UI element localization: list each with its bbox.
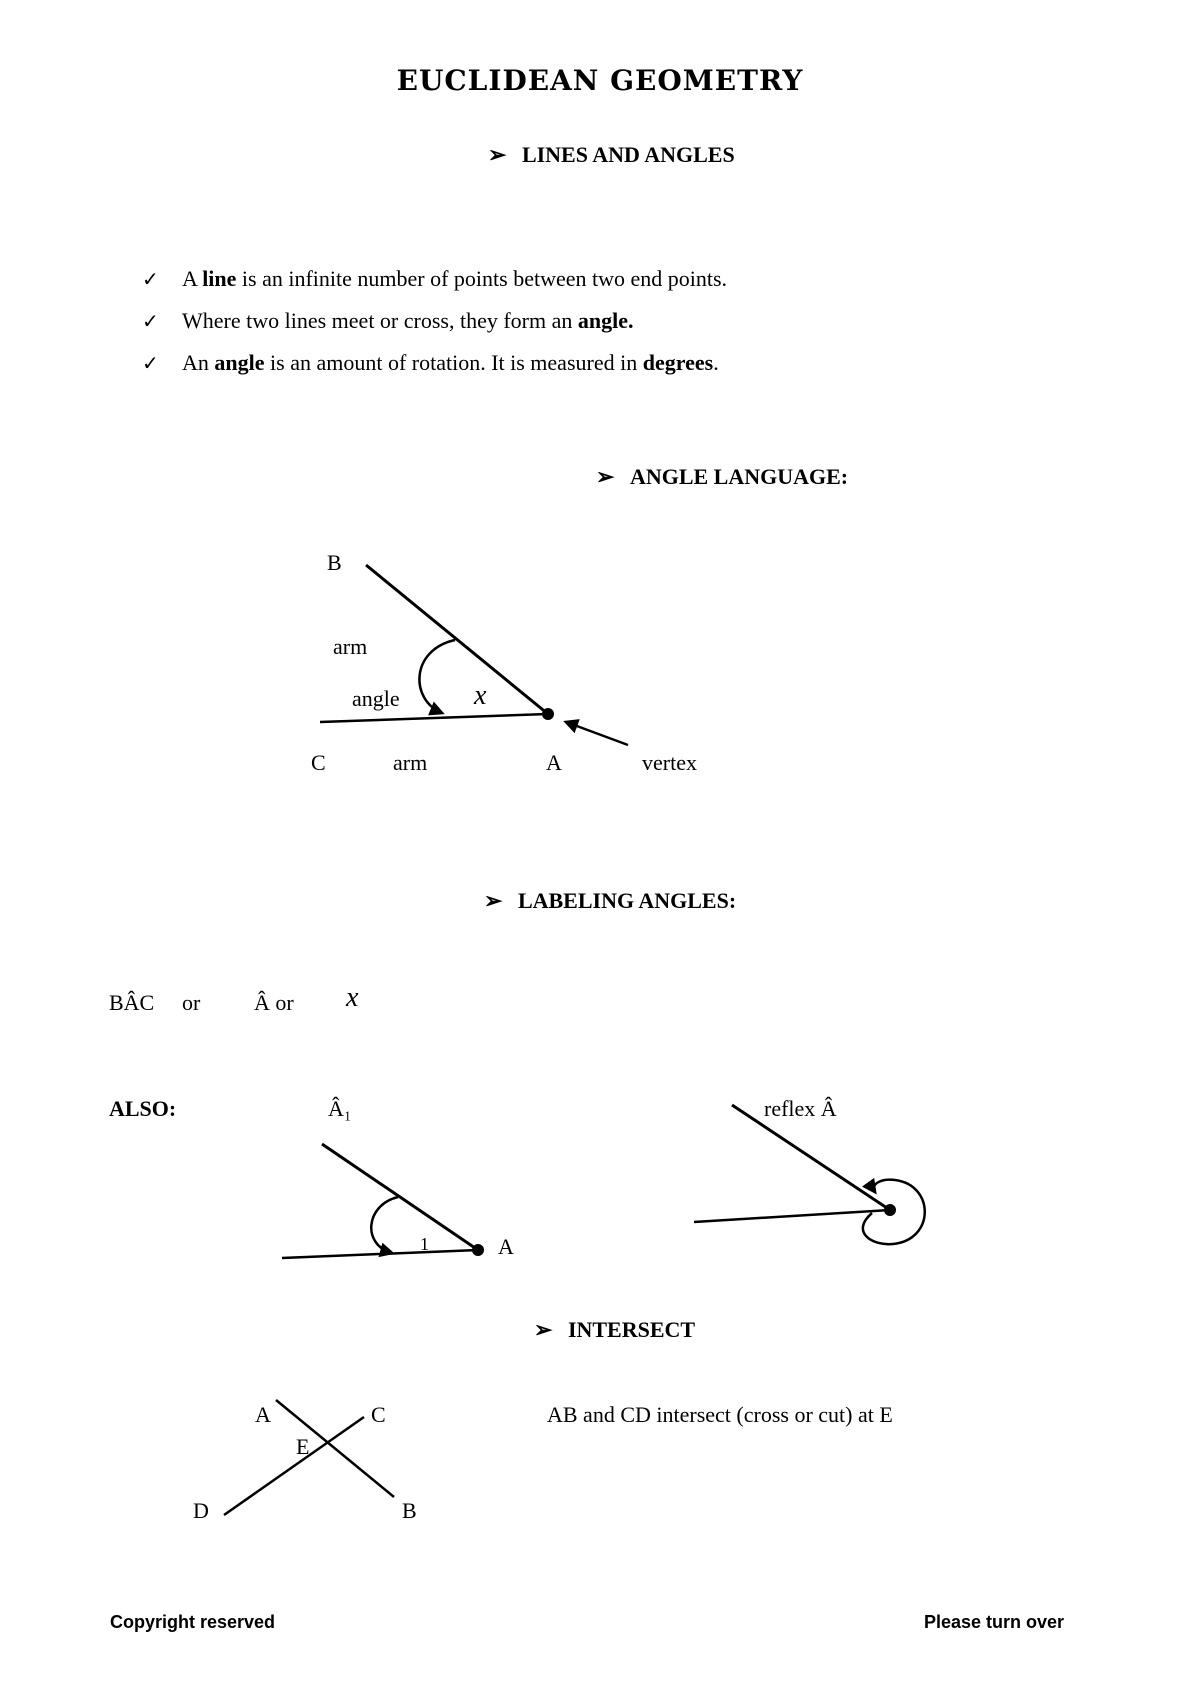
footer-copyright: Copyright reserved bbox=[110, 1612, 276, 1632]
label-reflex-a: reflex Â bbox=[764, 1096, 837, 1121]
vertex-dot bbox=[542, 708, 554, 720]
check-icon: ✓ bbox=[142, 351, 159, 375]
label-point-a: A bbox=[546, 750, 562, 775]
notation-or: or bbox=[182, 990, 201, 1015]
heading-arrow-icon: ➢ bbox=[484, 888, 503, 913]
bold-term: angle. bbox=[577, 308, 634, 333]
heading-arrow-icon: ➢ bbox=[534, 1317, 553, 1342]
intersect-description: AB and CD intersect (cross or cut) at E bbox=[547, 1402, 893, 1427]
angle-arc-arrow bbox=[371, 1197, 398, 1253]
heading-text: LINES AND ANGLES bbox=[521, 142, 735, 167]
label-point-b: B bbox=[327, 550, 342, 575]
reflex-angle-diagram bbox=[694, 1105, 925, 1244]
angle-a1-diagram bbox=[282, 1144, 484, 1258]
check-icon: ✓ bbox=[142, 267, 159, 291]
label-point-a: A bbox=[255, 1402, 271, 1427]
check-icon: ✓ bbox=[142, 309, 159, 333]
label-also: ALSO: bbox=[109, 1096, 177, 1121]
heading-text: ANGLE LANGUAGE: bbox=[629, 464, 849, 489]
text: A bbox=[182, 266, 203, 291]
arm-line bbox=[694, 1210, 890, 1222]
label-angle-number: 1 bbox=[420, 1234, 429, 1254]
text: is an amount of rotation. It is measured in bbox=[264, 350, 643, 375]
label-point-e: E bbox=[296, 1434, 310, 1459]
footer-turn-over: Please turn over bbox=[924, 1612, 1065, 1632]
bold-term: angle bbox=[214, 350, 265, 375]
label-arm-lower: arm bbox=[393, 750, 428, 775]
label-variable-x: x bbox=[474, 680, 487, 711]
label-angle: angle bbox=[352, 686, 400, 711]
heading-text: INTERSECT bbox=[567, 1317, 696, 1342]
label-arm-upper: arm bbox=[333, 634, 368, 659]
page-title: EUCLIDEAN GEOMETRY bbox=[396, 64, 804, 97]
bold-term: line bbox=[202, 266, 237, 291]
heading-arrow-icon: ➢ bbox=[596, 464, 615, 489]
heading-intersect bbox=[534, 1317, 695, 1343]
bold-term: degrees bbox=[642, 350, 714, 375]
vertex-dot bbox=[472, 1244, 484, 1256]
vertex-dot bbox=[884, 1204, 896, 1216]
label-point-d: D bbox=[193, 1498, 209, 1523]
arm-ac-line bbox=[320, 714, 548, 722]
text: is an infinite number of points between two end points. bbox=[236, 266, 728, 291]
angle-arc-arrow bbox=[419, 640, 455, 713]
label-point-c: C bbox=[311, 750, 326, 775]
label-point-b: B bbox=[402, 1498, 417, 1523]
text: Where two lines meet or cross, they form an bbox=[182, 308, 578, 333]
heading-labeling-angles bbox=[484, 888, 736, 914]
label-vertex: vertex bbox=[642, 750, 697, 775]
label-a1: Â₁ bbox=[328, 1096, 352, 1121]
line-cd bbox=[224, 1417, 364, 1515]
heading-text: LABELING ANGLES: bbox=[517, 888, 737, 913]
text: . bbox=[713, 350, 719, 375]
heading-arrow-icon: ➢ bbox=[488, 142, 507, 167]
notation-bac: BÂC bbox=[109, 990, 155, 1015]
label-point-c: C bbox=[371, 1402, 386, 1427]
label-point-a: A bbox=[498, 1234, 514, 1259]
vertex-pointer-arrow bbox=[566, 722, 628, 745]
arm-line bbox=[322, 1144, 478, 1250]
text: An bbox=[182, 350, 215, 375]
notation-a-hat: Â or bbox=[254, 990, 294, 1015]
notation-x: x bbox=[346, 982, 359, 1013]
arm-line bbox=[282, 1250, 478, 1258]
